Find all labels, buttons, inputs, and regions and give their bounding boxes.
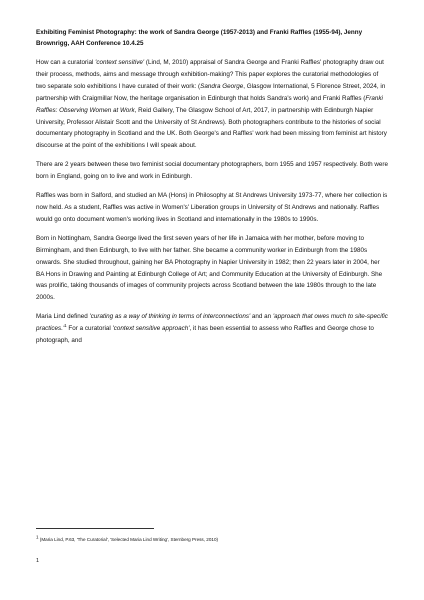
text-run: and an xyxy=(250,313,273,321)
italic-run: 'curating as a way of thinking in terms of interconnections' xyxy=(89,313,251,321)
footnote-text: (Maria Lind, P.63, 'The Curatorial', 'Selected Maria Lind Writing', Sternberg Press, 2010) xyxy=(38,537,219,542)
text-run: Maria Lind defined xyxy=(36,313,90,321)
text-run: , Reid Gallery, The Glasgow School of Art, 2017, in partnership with Edinburgh Napier University, Professor Alistair Scott and the University of St Andrews). Both photographers contribute to the histories of social documentary photography in Scotland and the UK. Both George's and Raffles' work had been missing from feminist art history discourse at the point of the exhibitions I will speak about. xyxy=(36,106,387,150)
text-run: (Lind, M, 2010) appraisal of Sandra George and Franki Raffles' photography draw out their process, methods, aims and message through exhibition-making? This paper explores the curatorial methodologies of two separate solo exhibitions I have curated of their work: ( xyxy=(36,59,384,90)
text-run: How can a curatorial xyxy=(36,59,96,66)
italic-run: Sandra George xyxy=(200,82,244,90)
footnote-divider xyxy=(36,528,154,529)
paragraph-george: Born in Nottingham, Sandra George lived the first seven years of her life in Jamaica with her mother, before moving to Birmingham, and then Edinburgh, to live with her father. She became a community worker in Edinburgh from the 1980s onwards. She studied throughout, gaining her BA Photography in Napier University in 1982; then 22 years later in 2004, her BA Hons in Drawing and Painting at Edinburgh College of Art; and Community Education at the University of Edinburgh. She was prolific, taking thousands of images of community projects across Scotland between the late 1980s through to the late 2000s. xyxy=(36,234,383,302)
italic-run: 'context sensitive' xyxy=(95,59,145,66)
paragraph-intro xyxy=(36,57,388,152)
paragraph-lind xyxy=(36,311,388,347)
document-title: Exhibiting Feminist Photography: the work of Sandra George (1957-2013) and Franki Raffles (1955-94), Jenny Brownrigg, AAH Conference 10.4.25 xyxy=(36,29,363,47)
italic-run: Franki Raffles: Observing Women at Work xyxy=(36,94,383,114)
italic-run: 'approach that owes much to site-specific practices.' xyxy=(36,313,388,333)
footnote-marker: 1 xyxy=(36,534,39,540)
footnote-ref[interactable]: 1 xyxy=(64,323,67,329)
page-number: 1 xyxy=(36,558,40,564)
text-run: For a curatorial xyxy=(66,325,113,333)
paragraph-birth-years: There are 2 years between these two feminist social documentary photographers, born 1955 and 1957 respectively. Both were born in England, going on to live and work in Edinburgh. xyxy=(36,161,389,181)
footnote xyxy=(36,536,388,543)
italic-run: 'context sensitive approach' xyxy=(112,325,190,333)
paragraph-raffles: Raffles was born in Salford, and studied an MA (Hons) in Philosophy at St Andrews University 1973-77, where her collection is now held. As a student, Raffles was active in Women's' Liberation groups in University of St Andrews and nationally. Raffles would go onto document women's working lives in Scotland and internationally in the 1980s to 1990s. xyxy=(36,192,388,223)
text-run: , it has been essential to assess who Raffles and George chose to photograph, and xyxy=(36,325,374,345)
text-run: , Glasgow International, 5 Florence Street, 2024, in partnership with Craigmillar Now, the heritage organisation in Edinburgh that holds Sandra's work) and Franki Raffles ( xyxy=(36,82,386,102)
